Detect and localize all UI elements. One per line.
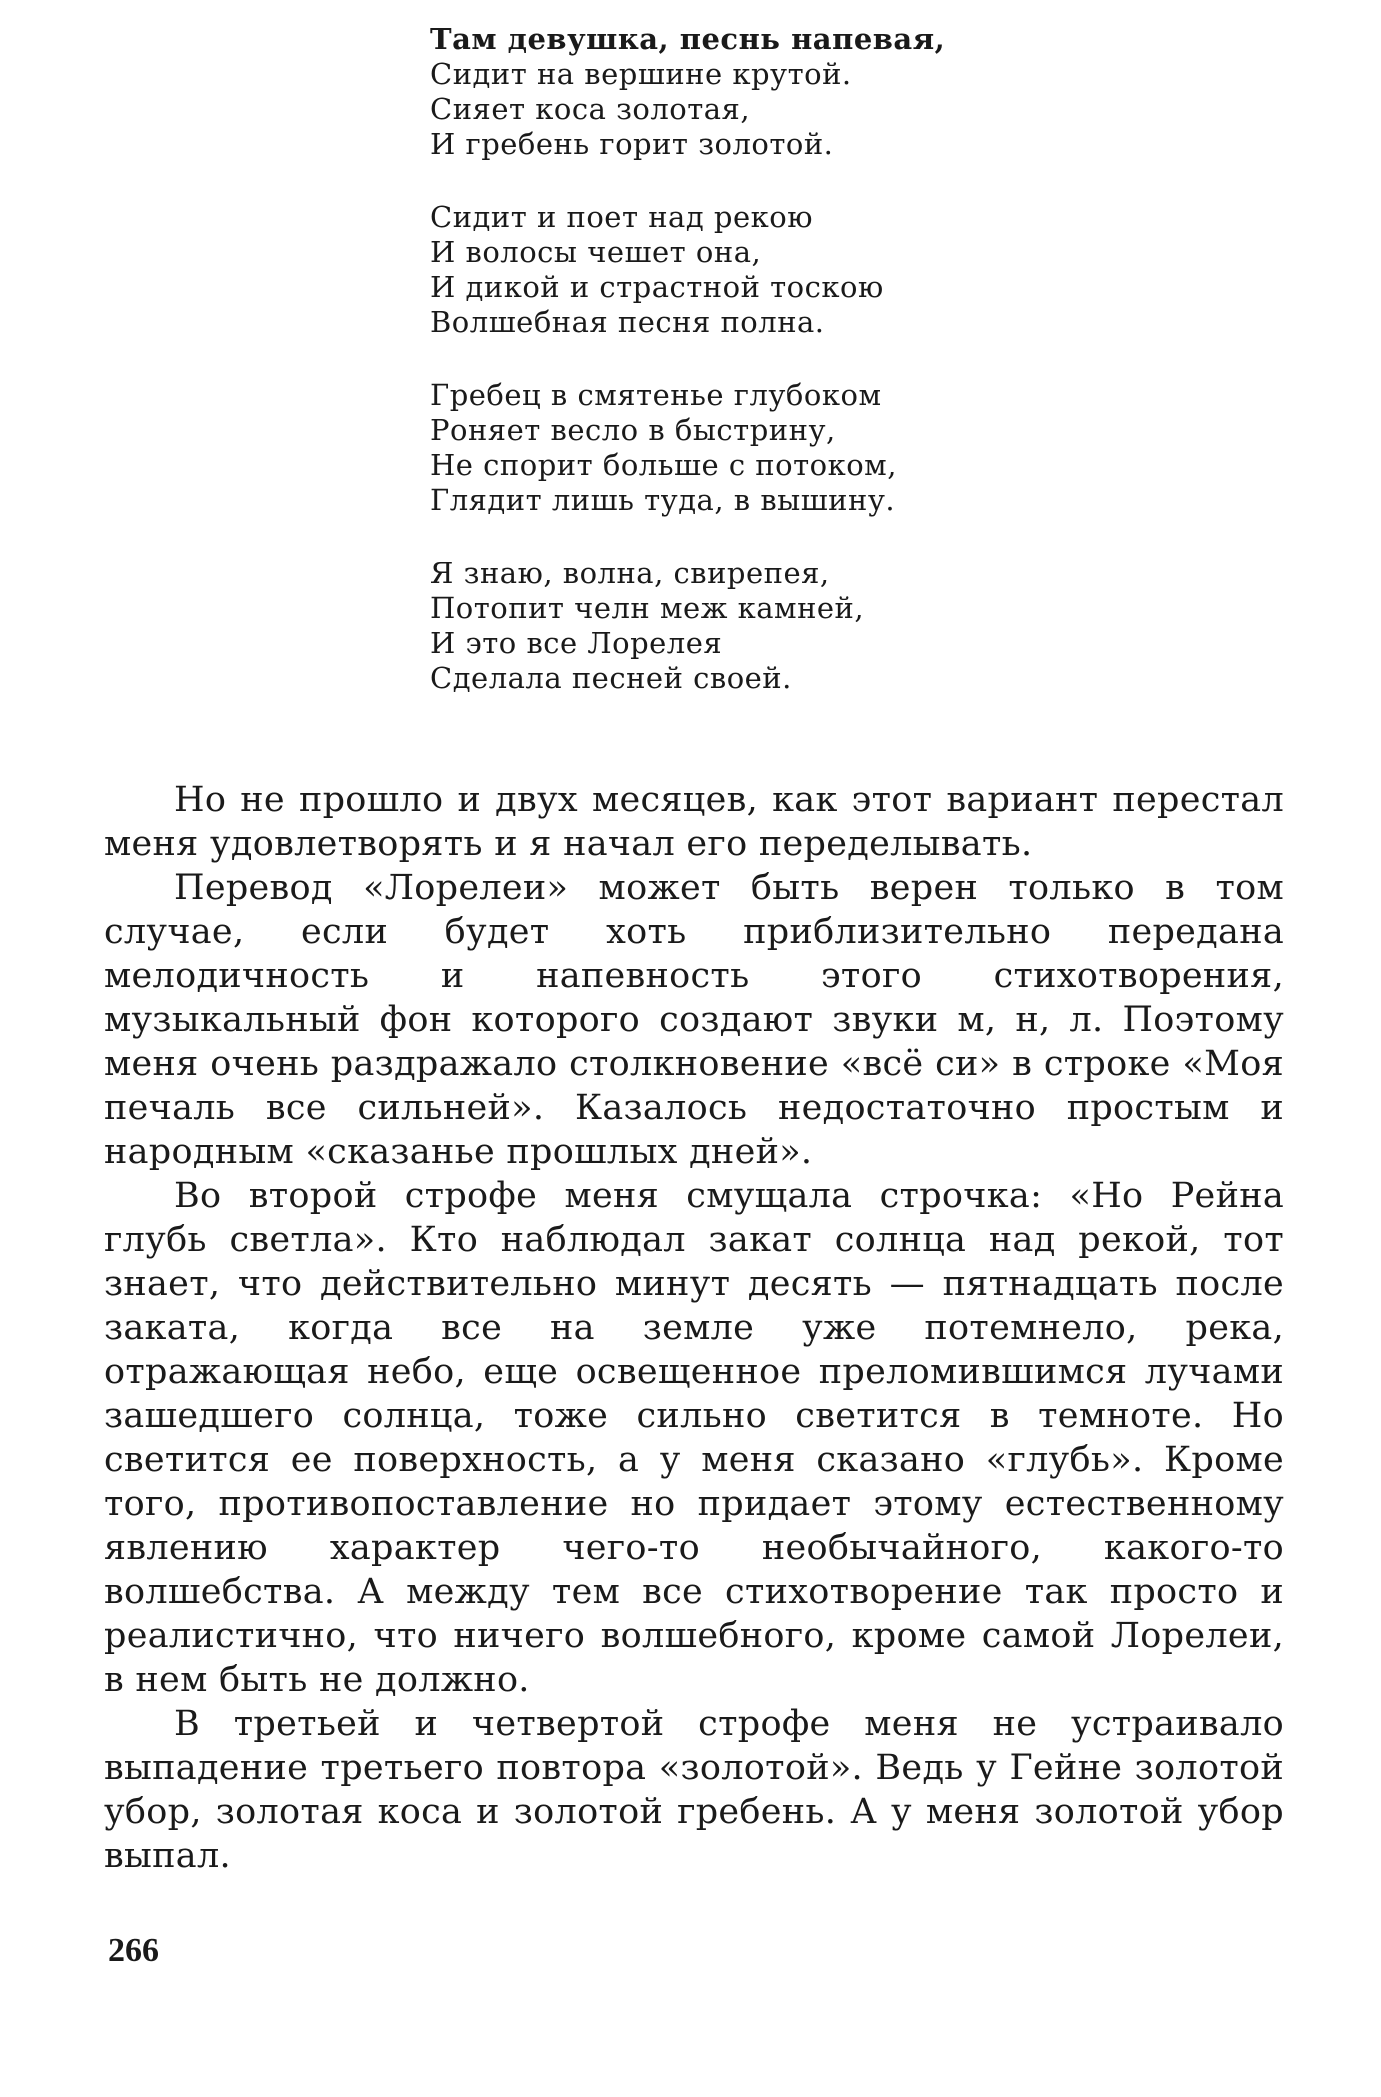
poem-line: И волосы чешет она,: [430, 235, 762, 269]
page-number: 266: [108, 1932, 159, 1969]
poem-line: Волшебная песня полна.: [430, 305, 825, 339]
poem-stanza: [430, 556, 1190, 696]
paragraph: Перевод «Лорелеи» может быть верен только в том случае, если будет хоть приблизительно передана мелодичность и напевность этого стихотворения, музыкальный фон которого создают звуки м, н, л. Поэтому меня очень раздражало столкновение «всё си» в строке «Моя печаль все сильней». Казалось недостаточно простым и народным «сказанье прошлых дней».: [104, 868, 1284, 1172]
poem-line: Сидит и поет над рекою: [430, 200, 813, 234]
poem-line: Я знаю, волна, свирепея,: [430, 556, 830, 590]
paragraph: Во второй строфе меня смущала строчка: «Но Рейна глубь светла». Кто наблюдал закат солнца над рекой, тот знает, что действительно минут десять — пятнадцать после заката, когда все на земле уже потемнело, река, отражающая небо, еще освещенное преломившимся лучами зашедшего солнца, тоже сильно светится в темноте. Но светится ее поверхность, а у меня сказано «глубь». Кроме того, противопоставление но придает этому естественному явлению характер чего-то необычайного, какого-то волшебства. А между тем все стихотворение так просто и реалистично, что ничего волшебного, кроме самой Лорелеи, в нем быть не должно.: [104, 1176, 1284, 1700]
poem: [430, 22, 1190, 696]
poem-line: Роняет весло в быстрину,: [430, 413, 836, 447]
poem-line: Не спорит больше с потоком,: [430, 448, 897, 482]
poem-line: Сидит на вершине крутой.: [430, 57, 852, 91]
poem-line: И дикой и страстной тоскою: [430, 270, 884, 304]
poem-stanza: [430, 200, 1190, 340]
poem-line: Гребец в смятенье глубоком: [430, 378, 882, 412]
poem-line: И это все Лорелея: [430, 626, 723, 660]
prose-text: [104, 778, 1284, 1878]
poem-stanza: [430, 378, 1190, 518]
poem-line: Потопит челн меж камней,: [430, 591, 865, 625]
poem-line: Глядит лишь туда, в вышину.: [430, 483, 896, 517]
poem-line: Сделала песней своей.: [430, 661, 792, 695]
poem-stanza: [430, 22, 1190, 162]
poem-line: Сияет коса золотая,: [430, 92, 751, 126]
paragraph: В третьей и четвертой строфе меня не устраивало выпадение третьего повтора «золотой». Ведь у Гейне золотой убор, золотая коса и золотой гребень. А у меня золотой убор выпал.: [104, 1704, 1284, 1876]
poem-line: И гребень горит золотой.: [430, 127, 834, 161]
poem-line: Там девушка, песнь напевая,: [430, 22, 946, 56]
paragraph: Но не прошло и двух месяцев, как этот вариант перестал меня удовлетворять и я начал его переделывать.: [104, 780, 1284, 864]
